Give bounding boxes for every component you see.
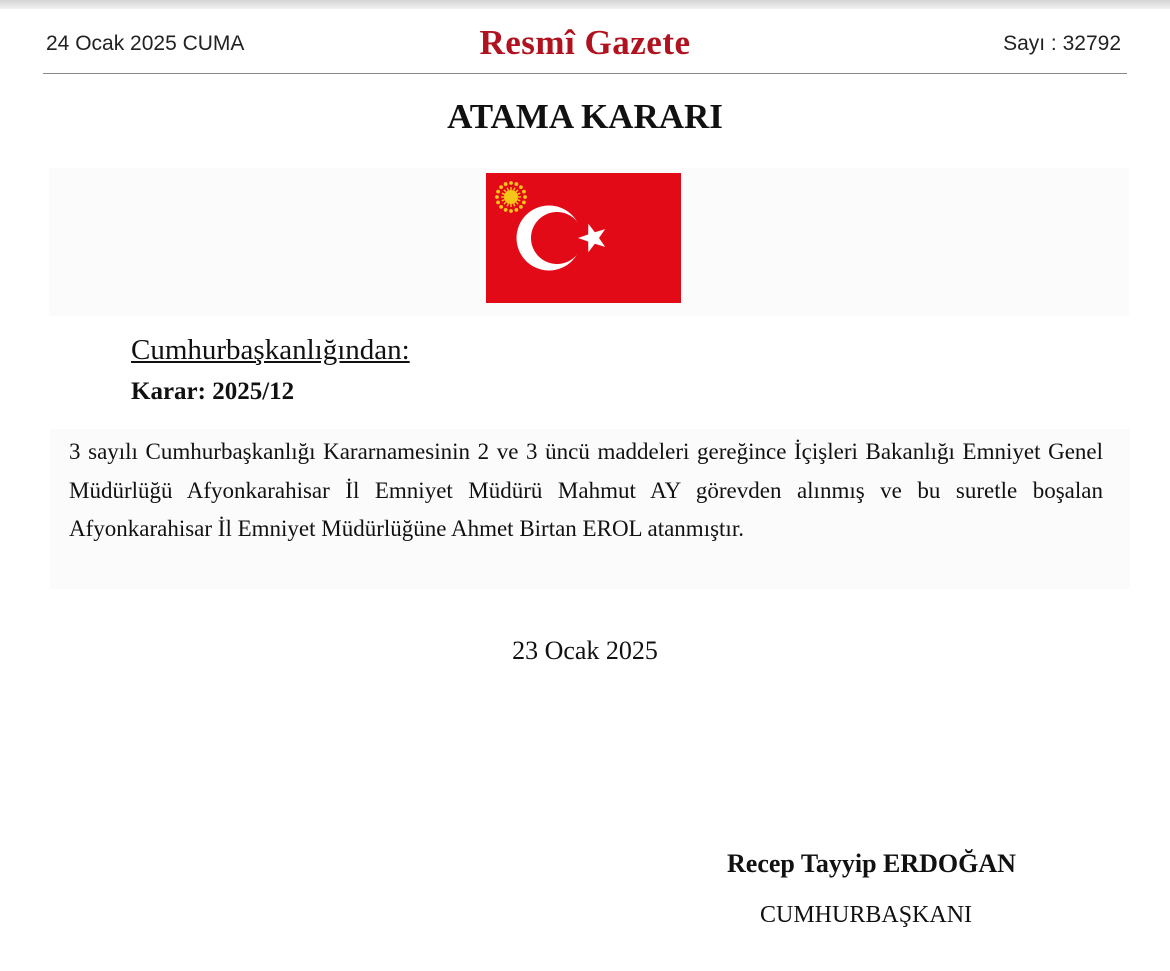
- presidential-flag-icon: [486, 173, 681, 303]
- signatory-title: CUMHURBAŞKANI: [760, 902, 973, 928]
- document-title: ATAMA KARARI: [447, 97, 723, 136]
- header-divider: [43, 73, 1127, 74]
- decision-text: 3 sayılı Cumhurbaşkanlığı Kararnamesinin 2 ve 3 üncü maddeleri gereğince İçişleri Bakanlığı Emniyet Genel Müdürlüğü Afyonkarahisar İl Emniyet Müdürü Mahmut AY görevden alınmış ve bu suretle boşalan Afyonkarahisar İl Emniyet Müdürlüğüne Ahmet Birtan EROL atanmıştır.: [69, 439, 1103, 541]
- issuing-authority: Cumhurbaşkanlığından:: [131, 334, 410, 366]
- header-date: 24 Ocak 2025 CUMA: [46, 32, 245, 55]
- gazette-page: [0, 9, 1170, 971]
- issue-number: Sayı : 32792: [1003, 32, 1121, 55]
- decision-number: Karar: 2025/12: [131, 378, 295, 405]
- gazette-name: Resmî Gazete: [479, 23, 691, 62]
- top-shadow: [0, 0, 1170, 9]
- decision-date: 23 Ocak 2025: [512, 636, 658, 665]
- signatory-name: Recep Tayyip ERDOĞAN: [727, 849, 1016, 878]
